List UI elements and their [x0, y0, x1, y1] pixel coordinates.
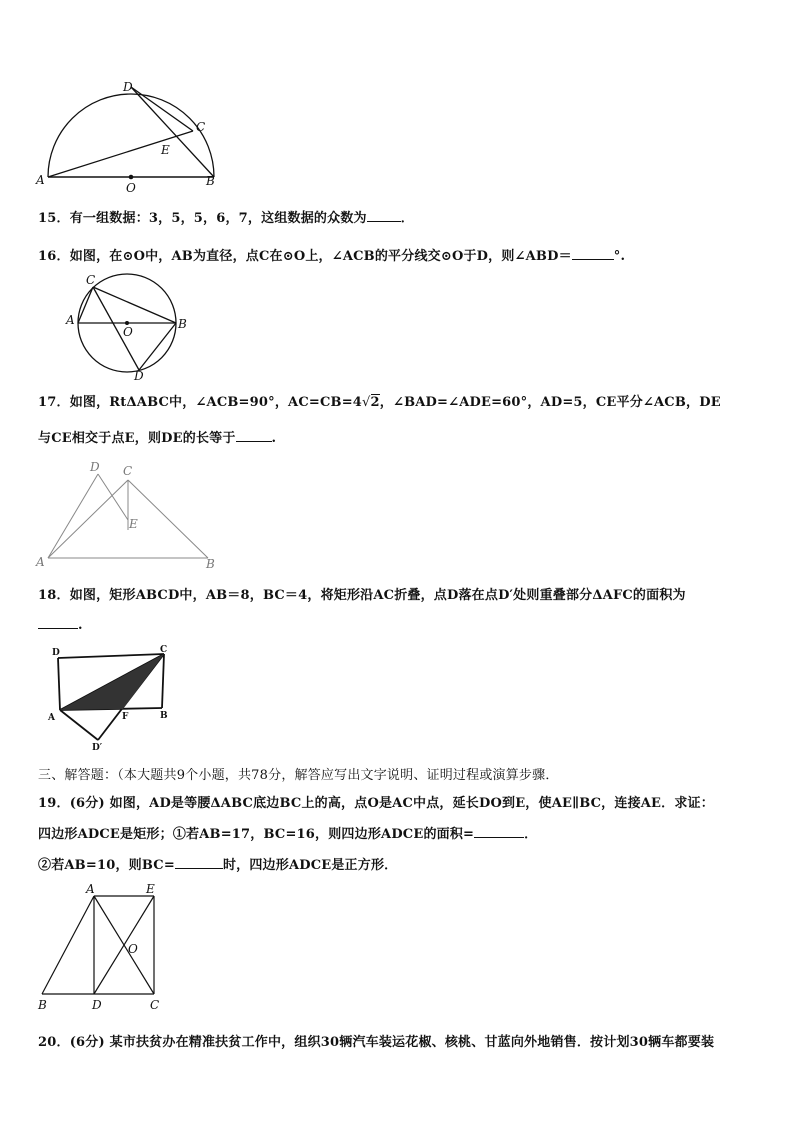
label-O: O	[126, 181, 136, 195]
question-15-text: 15．有一组数据：3，5，5，6，7，这组数据的众数为	[38, 211, 367, 226]
answer-blank[interactable]	[474, 836, 524, 838]
label-B: B	[38, 998, 47, 1012]
label-F: F	[122, 712, 129, 722]
label-C: C	[196, 120, 206, 134]
question-19-line-1: 19．(6分) 如图，AD是等腰ΔABC底边BC上的高，点O是AC中点，延长DO到E，使AE∥BC，连接AE．求证：	[38, 796, 714, 811]
label-O: O	[123, 325, 133, 339]
label-D: D	[52, 648, 60, 658]
label-D: D	[123, 80, 133, 94]
rectangle-adce-figure	[30, 880, 170, 1015]
question-16-text: 16．如图，在⊙O中，AB为直径，点C在⊙O上，∠ACB的平分线交⊙O于D，则∠ABD＝	[38, 249, 572, 264]
label-B: B	[206, 557, 215, 571]
label-B: B	[160, 711, 168, 721]
label-A: A	[36, 555, 45, 569]
question-15: 15．有一组数据：3，5，5，6，7，这组数据的众数为 ．	[38, 211, 414, 226]
label-C: C	[150, 998, 160, 1012]
label-B: B	[178, 317, 187, 331]
circle-figure	[60, 270, 200, 383]
label-A: A	[36, 173, 45, 187]
label-D: D	[90, 460, 100, 474]
label-A: A	[48, 713, 55, 723]
label-E: E	[161, 143, 170, 157]
question-20-line-1: 20．(6分) 某市扶贫办在精准扶贫工作中，组织30辆汽车装运花椒、核桃、甘蓝向外地销售．按计划30辆车都要装	[38, 1035, 715, 1050]
question-16: 16．如图，在⊙O中，AB为直径，点C在⊙O上，∠ACB的平分线交⊙O于D，则∠ABD＝ °.	[38, 249, 626, 264]
label-D: D	[134, 369, 144, 383]
answer-blank[interactable]	[175, 867, 223, 869]
question-17-line-1: 17．如图，RtΔABC中，∠ACB=90°，AC=CB=4√2，∠BAD=∠ADE=60°，AD=5，CE平分∠ACB，DE	[38, 395, 721, 410]
label-E: E	[146, 882, 155, 896]
label-D-prime: D′	[92, 743, 103, 753]
question-19-line-3: ②若AB=10，则BC= 时，四边形ADCE是正方形．	[38, 858, 398, 873]
semicircle-figure	[30, 78, 230, 193]
question-18-line-1: 18．如图，矩形ABCD中，AB＝8，BC＝4，将矩形沿AC折叠，点D落在点D′处则重叠部分ΔAFC的面积为	[38, 588, 686, 603]
label-A: A	[66, 313, 75, 327]
label-A: A	[86, 882, 95, 896]
question-17-line-2: 与CE相交于点E，则DE的长等于 .	[38, 431, 277, 446]
label-O: O	[128, 942, 138, 956]
label-E: E	[129, 517, 138, 531]
triangle-figure	[30, 458, 230, 573]
rectangle-fold-figure	[40, 640, 190, 755]
answer-blank[interactable]	[38, 627, 78, 629]
label-B: B	[206, 174, 215, 188]
question-18-line-2: .	[38, 618, 83, 633]
question-19-line-2: 四边形ADCE是矩形；①若AB=17，BC=16，则四边形ADCE的面积= ．	[38, 827, 538, 842]
label-C: C	[160, 645, 168, 655]
label-C: C	[86, 273, 96, 287]
section-3-heading: 三、解答题：（本大题共9个小题，共78分，解答应写出文字说明、证明过程或演算步骤．	[38, 768, 559, 783]
answer-blank[interactable]	[236, 440, 272, 442]
label-C: C	[123, 464, 133, 478]
sqrt-symbol: √	[362, 395, 371, 410]
answer-blank[interactable]	[572, 258, 614, 260]
label-D: D	[92, 998, 102, 1012]
answer-blank[interactable]	[367, 220, 401, 222]
